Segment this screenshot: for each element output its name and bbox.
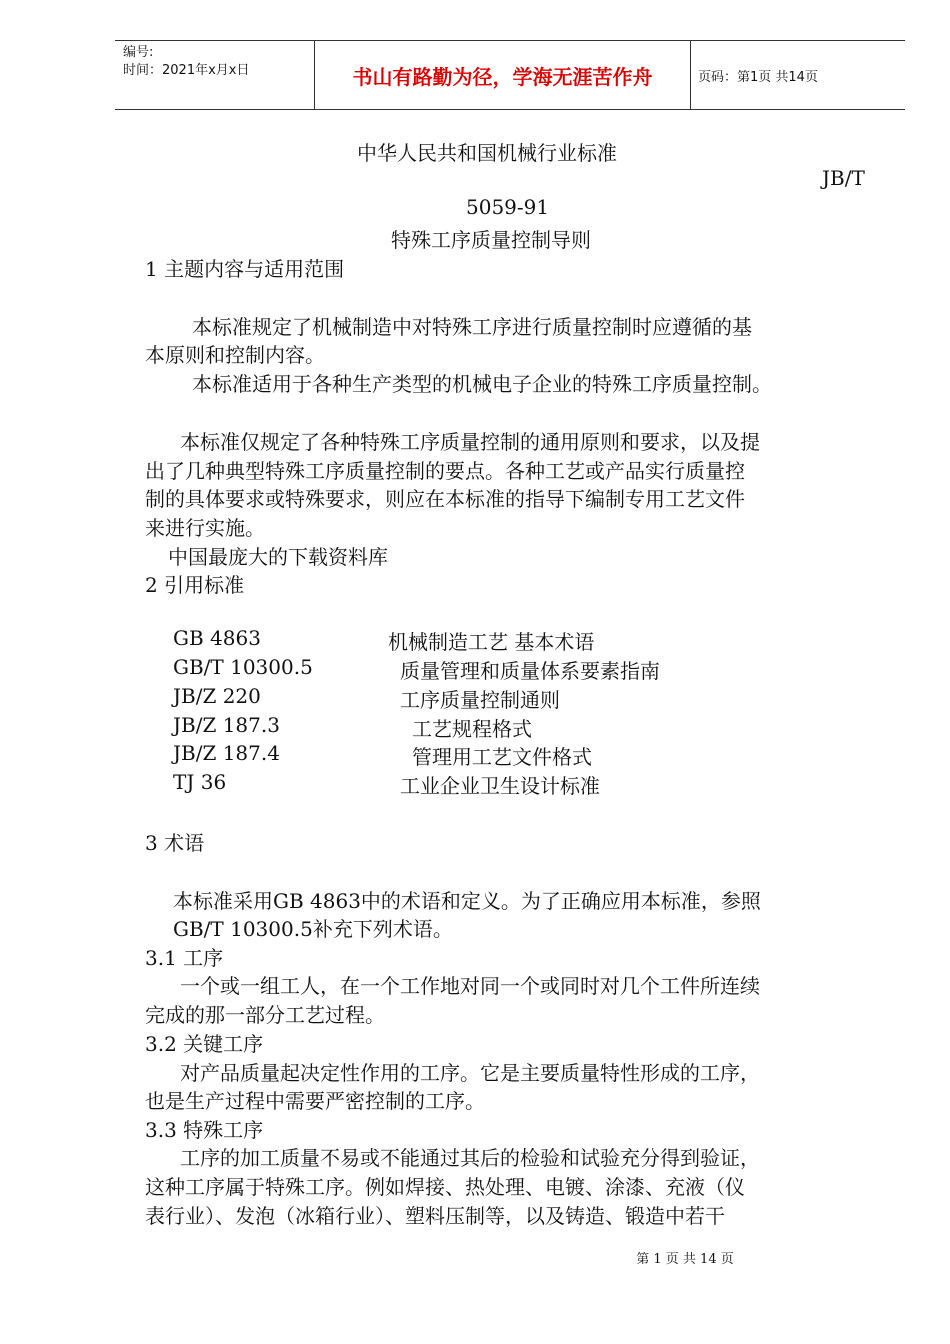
para-5-line-1: 一个或一组工人，在一个工作地对同一个或同时对几个工件所连续 [180, 974, 760, 998]
ref-code: JB/Z 220 [173, 684, 261, 708]
section-2-heading: 2 引用标准 [145, 573, 245, 597]
ref-name: 质量管理和质量体系要素指南 [400, 659, 660, 683]
ref-code: JB/Z 187.4 [173, 741, 280, 765]
para-6-line-2: 也是生产过程中需要严密控制的工序。 [145, 1089, 485, 1113]
ref-code: TJ 36 [173, 770, 227, 794]
para-5-line-2: 完成的那一部分工艺过程。 [145, 1003, 385, 1027]
para-7-line-1: 工序的加工质量不易或不能通过其后的检验和试验充分得到验证， [180, 1146, 760, 1170]
para-7-line-3: 表行业）、发泡（冰箱行业）、塑料压制等，以及铸造、锻造中若干 [145, 1204, 725, 1228]
header-motto: 书山有路勤为径，学海无涯苦作舟 [315, 41, 691, 109]
section-3-1-heading: 3.1 工序 [145, 946, 224, 970]
section-3-3-heading: 3.3 特殊工序 [145, 1118, 264, 1142]
page-header [115, 40, 905, 110]
ref-code: GB 4863 [173, 626, 261, 650]
ref-code: GB/T 10300.5 [173, 655, 313, 679]
section-3-heading: 3 术语 [145, 831, 205, 855]
page-footer: 第 1 页 共 14 页 [636, 1252, 734, 1267]
para-4-line-2: GB/T 10300.5补充下列术语。 [173, 917, 453, 941]
para-3-line-3: 制的具体要求或特殊要求，则应在本标准的指导下编制专用工艺文件 [145, 487, 745, 511]
doc-code-prefix: JB/T [822, 166, 865, 190]
doc-code-number: 5059-91 [466, 195, 550, 219]
para-3-line-1: 本标准仅规定了各种特殊工序质量控制的通用原则和要求，以及提 [180, 430, 760, 454]
ref-name: 工序质量控制通则 [400, 688, 560, 712]
section-1-heading: 1 主题内容与适用范围 [145, 257, 345, 281]
para-2: 本标准适用于各种生产类型的机械电子企业的特殊工序质量控制。 [192, 372, 772, 396]
para-1-line-2: 本原则和控制内容。 [145, 343, 325, 367]
time-label: 时间：2021年x月x日 [123, 63, 250, 78]
header-meta [115, 41, 315, 109]
doc-title: 中华人民共和国机械行业标准 [357, 141, 617, 165]
para-6-line-1: 对产品质量起决定性作用的工序。它是主要质量特性形成的工序， [180, 1061, 760, 1085]
para-3-line-4: 来进行实施。 [145, 516, 265, 540]
para-1-line-1: 本标准规定了机械制造中对特殊工序进行质量控制时应遵循的基 [192, 315, 752, 339]
ref-name: 机械制造工艺 基本术语 [388, 630, 595, 654]
para-3-line-2: 出了几种典型特殊工序质量控制的要点。各种工艺或产品实行质量控 [145, 459, 745, 483]
number-label: 编号: [123, 45, 154, 60]
para-4-line-1: 本标准采用GB 4863中的术语和定义。为了正确应用本标准，参照 [173, 889, 761, 913]
ref-code: JB/Z 187.3 [173, 713, 280, 737]
ref-name: 管理用工艺文件格式 [412, 745, 592, 769]
header-page-info: 页码：第1页 共14页 [698, 69, 818, 85]
ref-name: 工艺规程格式 [412, 717, 532, 741]
para-7-line-2: 这种工序属于特殊工序。例如焊接、热处理、电镀、涂漆、充液（仪 [145, 1175, 745, 1199]
section-3-2-heading: 3.2 关键工序 [145, 1032, 264, 1056]
ref-name: 工业企业卫生设计标准 [400, 774, 600, 798]
ad-line: 中国最庞大的下载资料库 [168, 545, 388, 569]
doc-subtitle: 特殊工序质量控制导则 [391, 228, 591, 252]
